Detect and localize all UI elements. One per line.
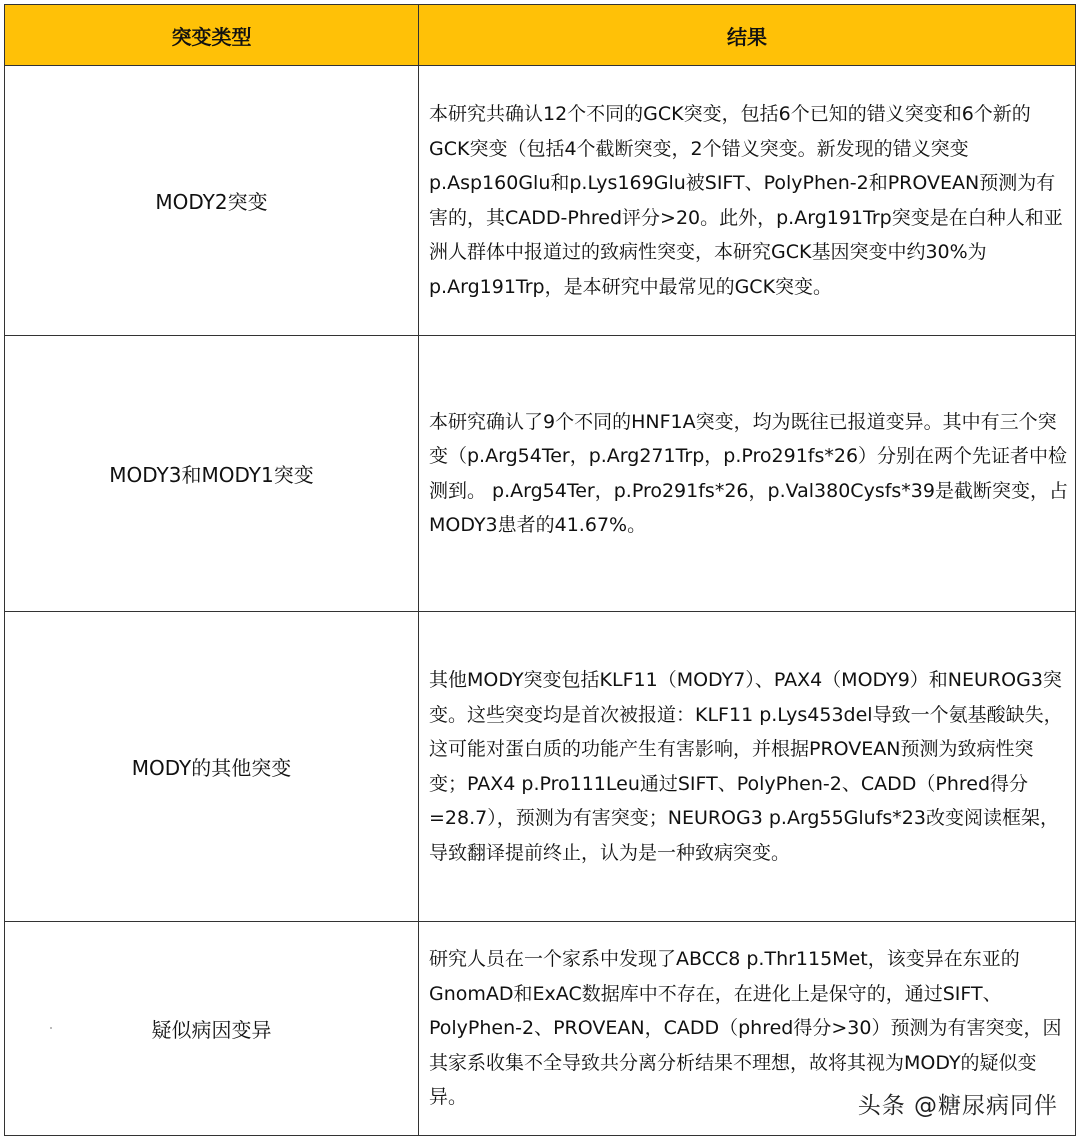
result-cell — [419, 612, 1076, 922]
table-row — [5, 336, 1076, 612]
result-text: 其他MODY突变包括KLF11（MODY7）、PAX4（MODY9）和NEUROG3突变。这些突变均是首次被报道：KLF11 p.Lys453del导致一个氨基酸缺失，这可能对蛋白质的功能产生有害影响，并根据PROVEAN预测为致病性突变；PAX4 p.Pro111Leu通过SIFT、PolyPhen-2、CADD（Phred得分=28.7），预测为有害突变；NEUROG3 p.Arg55Glufs*23改变阅读框架，导致翻译提前终止，认为是一种致病突变。 — [429, 669, 1063, 864]
table-row — [5, 612, 1076, 922]
mutation-type-cell: MODY2突变 — [5, 66, 419, 336]
mutation-type-cell: 疑似病因变异 — [5, 922, 419, 1136]
table-row — [5, 66, 1076, 336]
result-cell — [419, 66, 1076, 336]
mutation-type-cell: MODY3和MODY1突变 — [5, 336, 419, 612]
header-mutation-type: 突变类型 — [5, 5, 419, 66]
result-text: 本研究共确认12个不同的GCK突变，包括6个已知的错义突变和6个新的GCK突变（包括4个截断突变，2个错义突变。新发现的错义突变p.Asp160Glu和p.Lys169Glu被SIFT、PolyPhen-2和PROVEAN预测为有害的，其CADD-Phred评分>20。此外，p.Arg191Trp突变是在白种人和亚洲人群体中报道过的致病性突变，本研究GCK基因突变中约30%为p.Arg191Trp，是本研究中最常见的GCK突变。 — [429, 103, 1063, 298]
watermark: 头条 @糖尿病同伴 — [857, 1093, 1058, 1119]
header-result: 结果 — [419, 5, 1076, 66]
result-cell — [419, 336, 1076, 612]
table-header-row — [5, 5, 1076, 66]
mutation-results-table — [4, 4, 1076, 1136]
decorative-dot — [50, 1027, 52, 1029]
mutation-type-cell: MODY的其他突变 — [5, 612, 419, 922]
result-text: 本研究确认了9个不同的HNF1A突变，均为既往已报道变异。其中有三个突变（p.Arg54Ter，p.Arg271Trp，p.Pro291fs*26）分别在两个先证者中检测到。 p.Arg54Ter，p.Pro291fs*26，p.Val380Cysfs*39是截断突变，占MODY3患者的41.67%。 — [429, 410, 1068, 536]
result-text: 研究人员在一个家系中发现了ABCC8 p.Thr115Met，该变异在东亚的GnomAD和ExAC数据库中不存在，在进化上是保守的，通过SIFT、PolyPhen-2、PROVEAN，CADD（phred得分>30）预测为有害突变，因其家系收集不全导致共分离分析结果不理想，故将其视为MODY的疑似变异。 — [429, 948, 1062, 1109]
